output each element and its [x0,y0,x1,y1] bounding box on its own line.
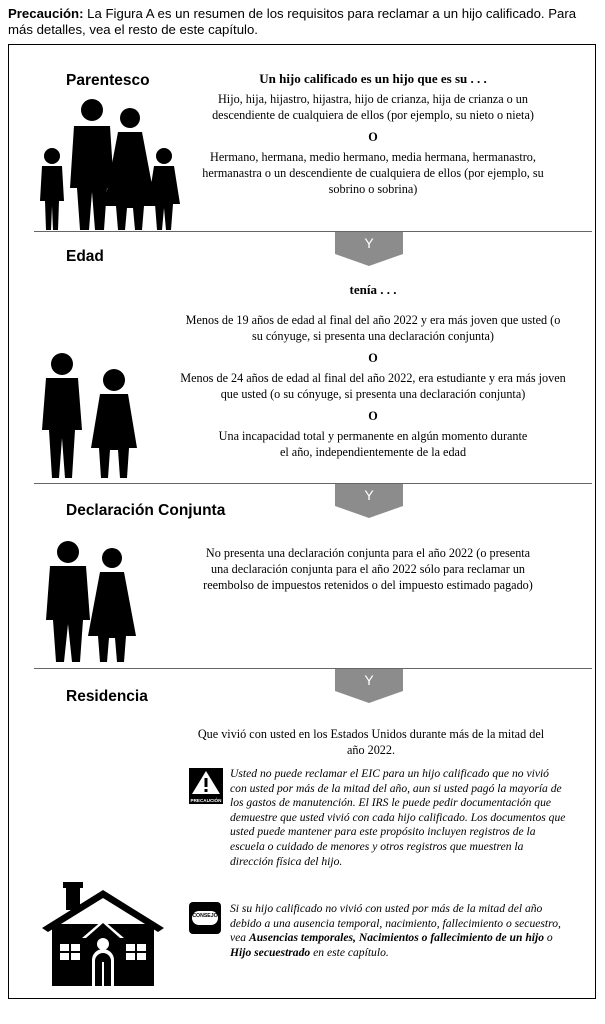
divider-3 [34,668,592,669]
arrow-2-label: Y [335,484,403,506]
residencia-text: Que vivió con usted en los Estados Unidos durante más de la mitad del año 2022. [197,727,545,757]
intro-note [8,6,598,38]
tip-text-post: en este capítulo. [310,945,389,959]
parentesco-block [188,71,558,197]
tip-text-mid: o [544,931,553,945]
house-icon [42,882,164,986]
parentesco-text-1: Hijo, hija, hijastro, hijastra, hijo de crianza, hija de crianza o un descendiente de cualquiera de ellos (por ejemplo, su nieto o nieta) [212,92,534,122]
tip-sep: , [353,931,359,945]
tip-text [230,902,568,960]
tip-text-pre: Si su hijo calificado no vivió con usted por más de la mitad del año debido a una ausencia temporal, nacimiento, fallecimiento o secuestro, vea [230,902,561,945]
tip-ref-ausencias: Ausencias temporales [249,931,354,945]
tip-ref-nacimientos: Nacimientos o fallecimiento de un hijo [358,931,545,945]
header-conjunta: Declaración Conjunta [66,502,226,519]
arrow-1 [335,232,403,266]
header-parentesco: Parentesco [66,72,150,89]
arrow-3-label: Y [335,669,403,691]
intro-text: La Figura A es un resumen de los requisitos para reclamar a un hijo calificado. Para más detalles, vea el resto de este capítulo. [8,6,577,37]
couple-icon [40,540,140,664]
divider-2 [34,483,592,484]
divider-1 [34,231,592,232]
caution-badge-label: PRECAUCIÓN [190,798,222,803]
family-icon [34,96,184,232]
conjunta-text: No presenta una declaración conjunta para el año 2022 (o presenta una declaración conjunta para el año 2022 sólo para reclamar un reembolso de impuestos retenidos o del impuesto estimado pagado) [203,546,533,592]
tip-ref-secuestrado: Hijo secuestrado [230,945,311,959]
parentesco-or: O [368,130,378,144]
edad-text-1: Menos de 19 años de edad al final del año 2022 y era más joven que usted (o su cónyuge, si presenta una declaración conjunta) [185,313,561,343]
intro-label: Precaución: [8,6,84,21]
edad-or-2: O [368,409,378,423]
arrow-3 [335,669,403,703]
conjunta-block [198,545,538,593]
parentesco-lead: Un hijo calificado es un hijo que es su . . . [259,71,487,86]
edad-lead: tenía . . . [349,282,397,297]
header-residencia: Residencia [66,688,148,705]
edad-text-2: Menos de 24 años de edad al final del año 2022, era estudiante y era más joven que usted (o su cónyuge, si presenta una declaración conjunta) [180,371,566,401]
edad-or-1: O [368,351,378,365]
parentesco-text-2: Hermano, hermana, medio hermano, media hermana, hermanastro, hermanastra o un descendiente de cualquiera de ellos (por ejemplo, su sobrino o sobrina) [202,150,544,196]
tip-badge-label: CONSEJO [192,913,218,919]
caution-text: Usted no puede reclamar el EIC para un hijo calificado que no vivió con usted por más de la mitad del año, aun si usted pagó la mayoría de los gastos de manutención. El IRS le puede pedir documentación que demuestre que usted vivió con cada hijo calificado. Los documentos que usted puede mantener para este propósito incluyen registros de la escuela o cuidado de menores y otros registros que muestren la dirección física del hijo. [230,767,566,868]
header-edad: Edad [66,248,104,265]
residencia-block [196,726,546,758]
child-pair-icon [38,352,140,480]
edad-block [173,282,573,460]
edad-text-3: Una incapacidad total y permanente en algún momento durante el año, independientemente de la edad [218,429,528,459]
arrow-1-label: Y [335,232,403,254]
arrow-2 [335,484,403,518]
